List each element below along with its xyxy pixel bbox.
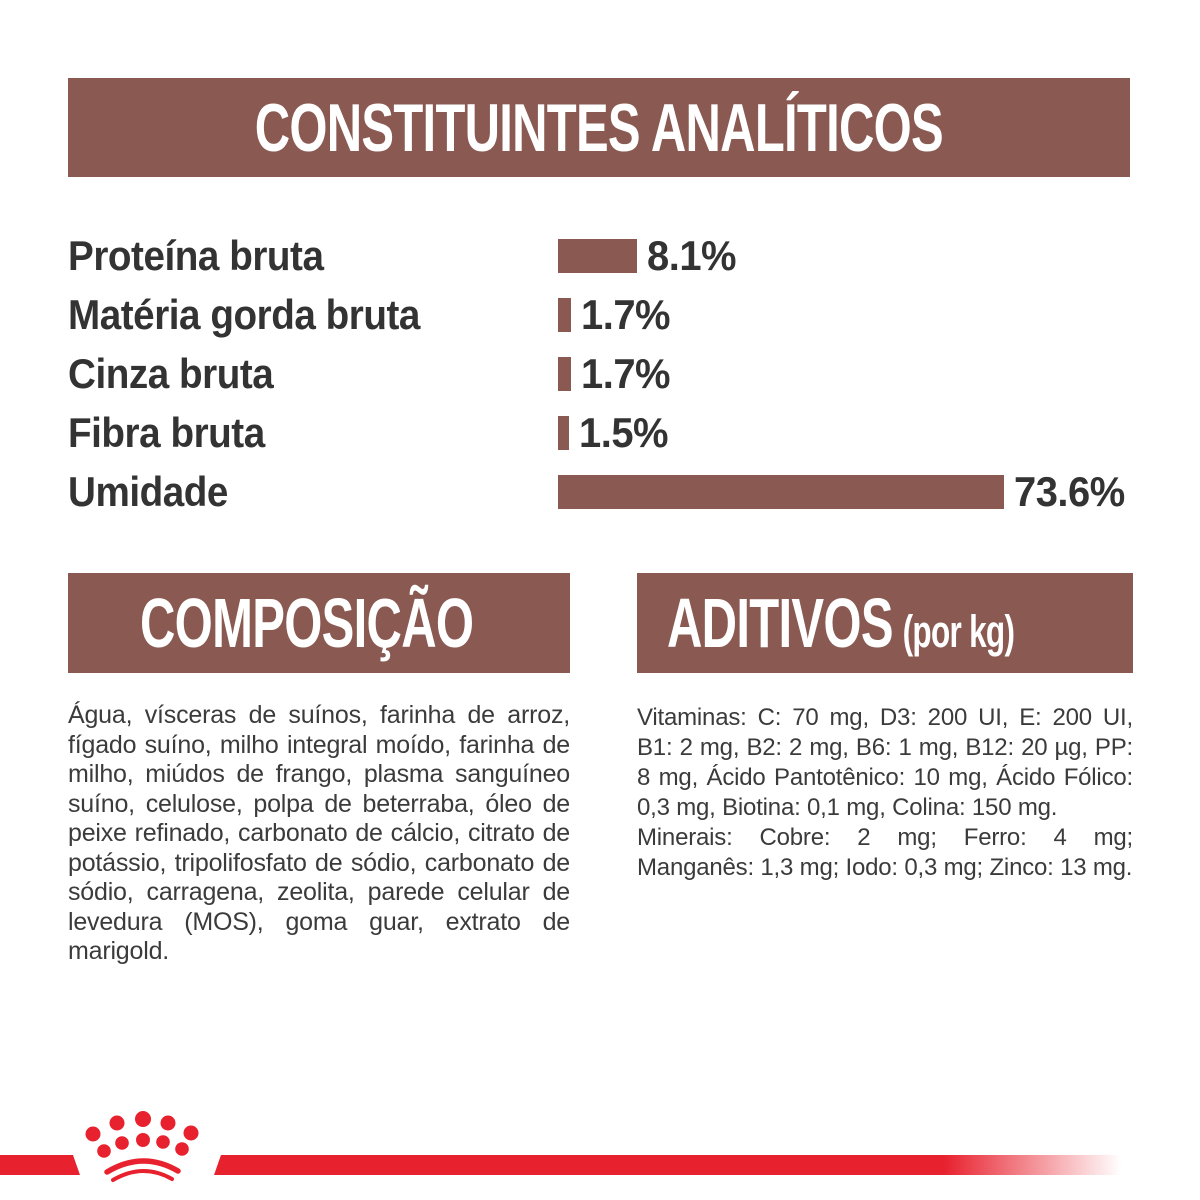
footer-accent-stripe-left (0, 1155, 80, 1175)
chart-bar (558, 475, 1004, 509)
additives-minerals-text: Minerais: Cobre: 2 mg; Ferro: 4 mg; Manganês: 1,3 mg; Iodo: 0,3 mg; Zinco: 13 mg. (637, 824, 1133, 881)
additives-subtitle: (por kg) (902, 606, 1015, 657)
chart-row (68, 403, 1130, 462)
analytical-constituents-header-band (68, 78, 1130, 177)
chart-row-value: 1.7% (581, 349, 671, 397)
chart-bar (558, 416, 569, 450)
chart-row (68, 462, 1130, 521)
chart-row-label: Fibra bruta (68, 408, 265, 456)
chart-row-value: 8.1% (647, 231, 737, 279)
additives-text-block (637, 703, 1133, 883)
composition-ingredients-text: Água, vísceras de suínos, farinha de arroz, fígado suíno, milho integral moído, farinha de milho, miúdos de frango, plasma sanguíneo suíno, celulose, polpa de beterraba, óleo de peixe refinado, carbonato de cálcio, citrato de potássio, tripolifosfato de sódio, carbonato de sódio, carragena, zeolita, parede celular de levedura (MOS), goma guar, extrato de marigold. (68, 701, 570, 965)
chart-row-value: 73.6% (1014, 467, 1125, 515)
composition-title: COMPOSIÇÃO (140, 584, 474, 662)
chart-row-label: Umidade (68, 467, 228, 515)
additives-title-wrap (667, 583, 1014, 663)
chart-row-label: Proteína bruta (68, 231, 324, 279)
chart-bar (558, 239, 637, 273)
chart-row-value: 1.7% (581, 290, 671, 338)
composition-title-wrap (140, 583, 473, 663)
additives-vitamins-text: Vitaminas: C: 70 mg, D3: 200 UI, E: 200 UI, B1: 2 mg, B2: 2 mg, B6: 1 mg, B12: 20 µg, PP: 8 mg, Ácido Pantotênico: 10 mg, Ácido Fólico: 0,3 mg, Biotina: 0,1 mg, Colina: 150 mg. (637, 704, 1133, 821)
chart-row (68, 226, 1130, 285)
royal-canin-crown-icon (76, 1106, 204, 1194)
chart-row (68, 285, 1130, 344)
additives-title: ADITIVOS (667, 584, 893, 662)
analytical-constituents-bar-chart (68, 226, 1130, 521)
composition-header-band (68, 573, 570, 673)
chart-row (68, 344, 1130, 403)
chart-row-value: 1.5% (579, 408, 669, 456)
footer-accent-stripe-right (214, 1155, 1200, 1175)
chart-row-label: Cinza bruta (68, 349, 274, 397)
chart-row-label: Matéria gorda bruta (68, 290, 420, 338)
chart-bar (558, 298, 571, 332)
chart-bar (558, 357, 571, 391)
analytical-constituents-title: CONSTITUINTES ANALÍTICOS (254, 89, 944, 166)
additives-header-band (637, 573, 1133, 673)
